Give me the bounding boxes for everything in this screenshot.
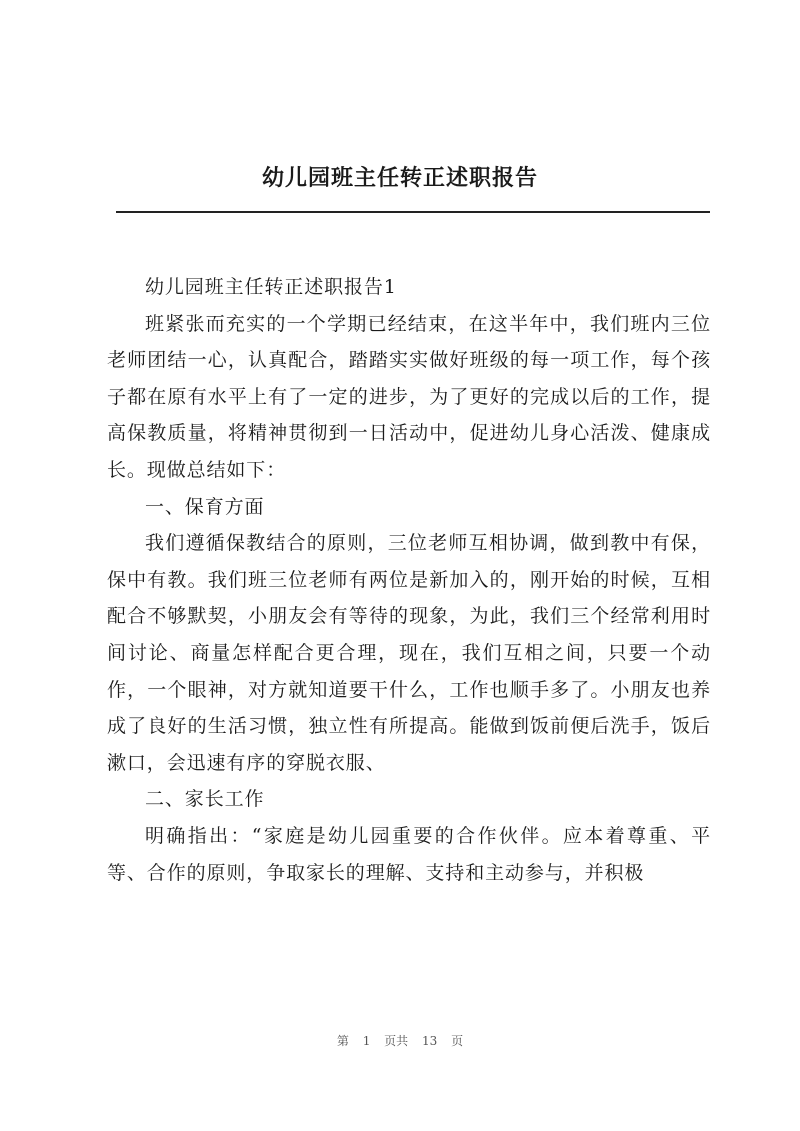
paragraph-heading-parents: 二、家长工作 <box>145 788 265 811</box>
paragraph-care: 我们遵循保教结合的原则，三位老师互相协调，做到教中有保，保中有教。我们班三位老师有两位是新加入的，刚开始的时候，互相配合不够默契，小朋友会有等待的现象，为此，我们三个经常利用时间讨论、商量怎样配合更合理，现在，我们互相之间，只要一个动作，一个眼神，对方就知道要干什么，工作也顺手多了。小朋友也养成了良好的生活习惯，独立性有所提高。能做到饭前便后洗手，饭后漱口，会迅速有序的穿脱衣服、 <box>107 532 711 774</box>
paragraph-parents: 明确指出：“家庭是幼儿园重要的合作伙伴。应本着尊重、平等、合作的原则，争取家长的理解、支持和主动参与，并积极 <box>107 824 711 884</box>
paragraph-heading-care: 一、保育方面 <box>145 495 265 518</box>
document-body <box>107 269 711 891</box>
paragraph-intro: 班紧张而充实的一个学期已经结束，在这半年中，我们班内三位老师团结一心，认真配合，踏踏实实做好班级的每一项工作，每个孩子都在原有水平上有了一定的进步，为了更好的完成以后的工作，提高保教质量，将精神贯彻到一日活动中，促进幼儿身心活泼、健康成长。现做总结如下： <box>107 312 711 481</box>
page-title: 幼儿园班主任转正述职报告 <box>261 165 538 191</box>
title-underline <box>116 211 710 213</box>
page-number-footer: 第 1 页共 13 页 <box>336 1034 464 1048</box>
paragraph-section-heading: 幼儿园班主任转正述职报告1 <box>145 276 397 298</box>
